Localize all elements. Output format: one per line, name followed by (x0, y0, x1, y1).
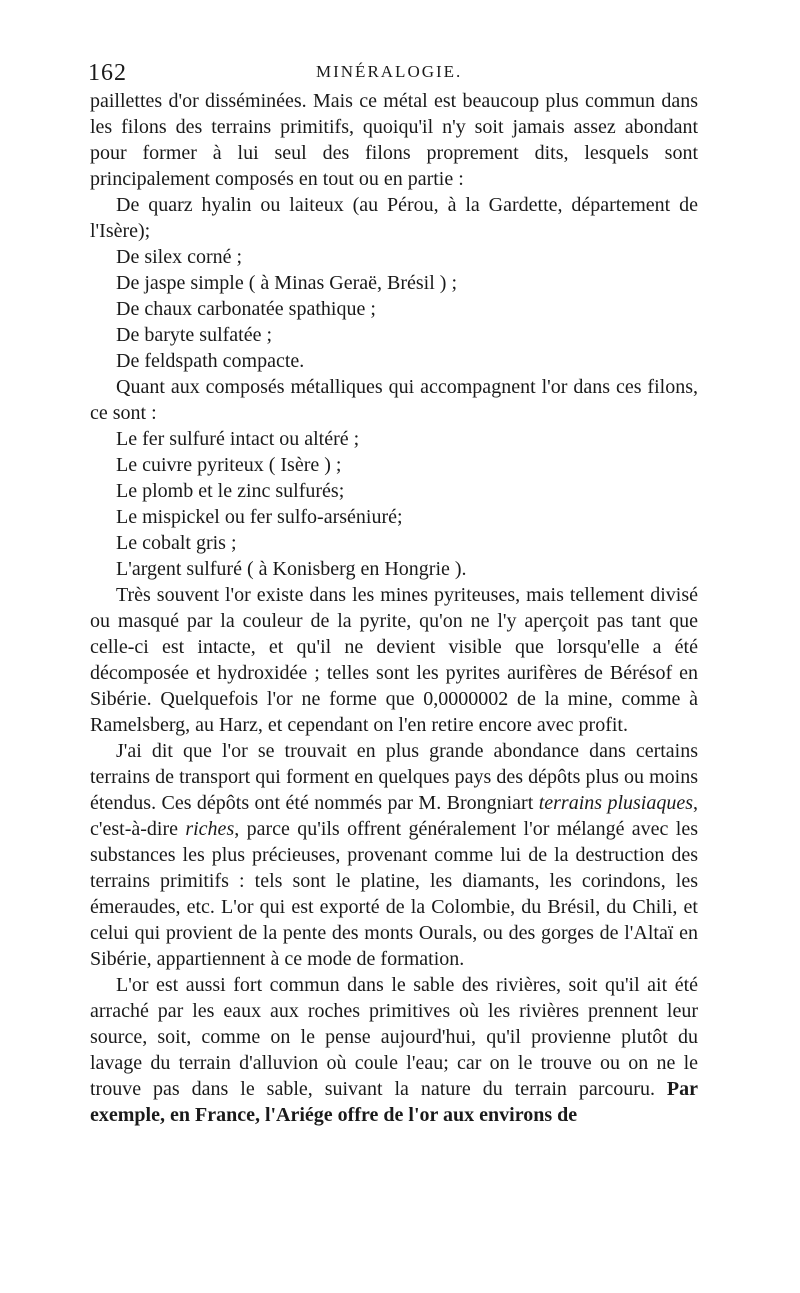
list-item: De feldspath compacte. (116, 350, 305, 372)
term-riches: riches (185, 818, 235, 840)
paragraph-4: Très souvent l'or existe dans les mines pyriteuses, mais tellement divisé ou masqué par la couleur de la pyrite, qu'on ne l'y aperçoit pas tant que celle-ci est intacte, et qu'il ne devient visible que lorsqu'elle a été décomposée et hydroxidée ; telles sont les pyrites aurifères de Bérésof en Sibérie. Quelquefois l'or ne forme que 0,0000002 de la mine, comme à Ramelsberg, au Harz, et cependant on l'en retire encore avec profit. (90, 584, 698, 736)
paragraph-6-text-a: L'or est aussi fort commun dans le sable des rivières, soit qu'il ait été arraché par les eaux aux roches primitives où les rivières prennent leur source, soit, comme on le pense aujourd'hui, qu'il provienne plutôt du lavage du terrain d'alluvion où coule l'eau; car on le trouve ou on ne le trouve pas dans le sable, suivant la nature du terrain parcouru. (90, 974, 698, 1100)
paragraph-1: paillettes d'or disséminées. Mais ce métal est beaucoup plus commun dans les filons des terrains primitifs, quoiqu'il n'y soit jamais assez abondant pour former à lui seul des filons proprement dits, lesquels sont principalement composés en tout ou en partie : (90, 90, 698, 190)
paragraph-3: Quant aux composés métalliques qui accompagnent l'or dans ces filons, ce sont : (90, 376, 698, 424)
list-item: Le fer sulfuré intact ou altéré ; (116, 428, 360, 450)
paragraph-5-text-c: , parce qu'ils offrent généralement l'or mélangé avec les substances les plus précieuses, provenant comme lui de la destruction des terrains primitifs : tels sont le platine, les diamants, les corindons, les émeraudes, etc. L'or qui est exporté de la Colombie, du Brésil, du Chili, et celui qui provient de la pente des monts Ourals, ou des gorges de l'Altaï en Sibérie, appartiennent à ce mode de formation. (90, 818, 698, 970)
list-item: De silex corné ; (116, 246, 243, 268)
page-header (88, 60, 700, 88)
list-item: Le plomb et le zinc sulfurés; (116, 480, 345, 502)
list-item: De jaspe simple ( à Minas Geraë, Brésil ) ; (116, 272, 458, 294)
list-item: Le mispickel ou fer sulfo-arséniuré; (116, 506, 403, 528)
list-item: Le cuivre pyriteux ( Isère ) ; (116, 454, 342, 476)
paragraph-5-text-a: J'ai dit que l'or se trouvait en plus grande abondance dans certains terrains de transport qui forment en quelques pays des dépôts plus ou moins étendus. Ces dépôts ont été nommés par M. Brongniart (90, 740, 698, 814)
list-item: De baryte sulfatée ; (116, 324, 273, 346)
paragraph-6-text-b: Par exemple, en France, l'Ariége offre de l'or aux environs de (90, 1078, 698, 1126)
paragraph-2: De quarz hyalin ou laiteux (au Pérou, à la Gardette, département de l'Isère); (90, 194, 698, 242)
paragraph-6 (90, 972, 698, 1128)
running-head: MINÉRALOGIE. (316, 62, 463, 81)
list-item: De chaux carbonatée spathique ; (116, 298, 376, 320)
term-terrains-plusiaques: terrains plusiaques (538, 792, 694, 814)
page-number: 162 (88, 60, 127, 86)
page-body (90, 88, 698, 1128)
list-item: Le cobalt gris ; (116, 532, 237, 554)
list-item: L'argent sulfuré ( à Konisberg en Hongrie ). (116, 558, 467, 580)
paragraph-5 (90, 738, 698, 972)
paragraph-5-text-b: , c'est-à-dire (90, 792, 699, 840)
